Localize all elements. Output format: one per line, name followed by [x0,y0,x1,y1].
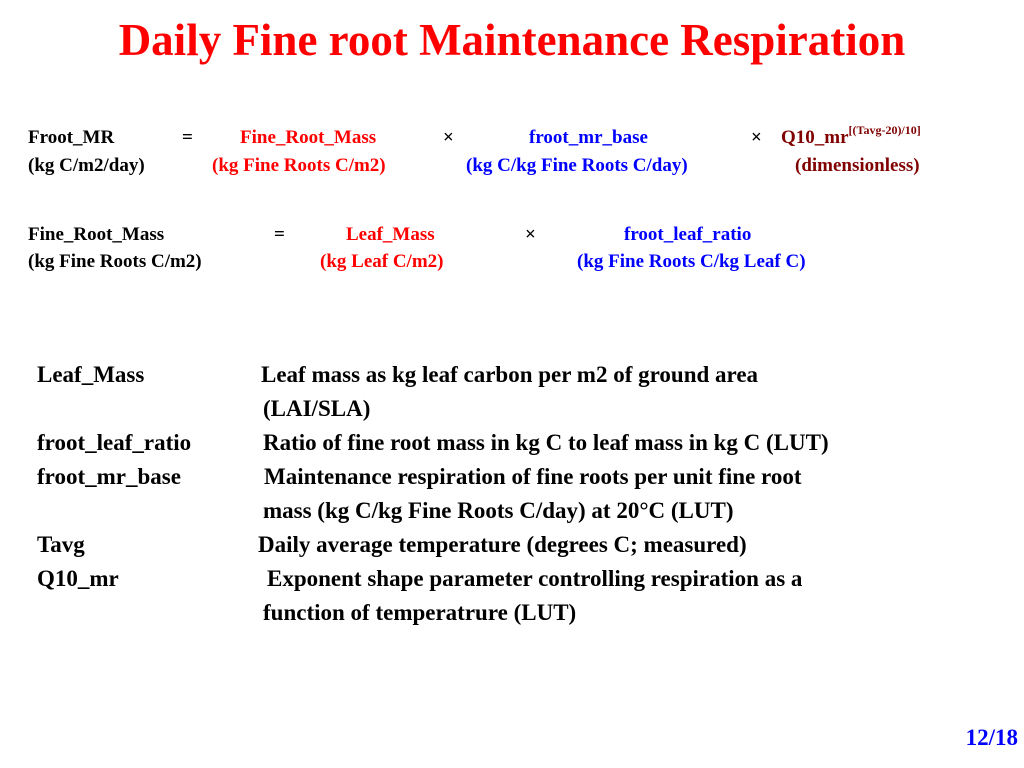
eq2-lhs: Fine_Root_Mass [28,224,165,245]
eq1-times1: × [443,127,454,148]
eq1-term1: Fine_Root_Mass [240,127,377,148]
def-text-froot-mr-base-2: mass (kg C/kg Fine Roots C/day) at 20°C (LUT) [263,498,734,523]
def-term-froot-leaf-ratio: froot_leaf_ratio [37,430,192,455]
def-text-froot-leaf-ratio: Ratio of fine root mass in kg C to leaf mass in kg C (LUT) [263,430,829,455]
eq2-unit2: (kg Fine Roots C/kg Leaf C) [577,251,806,272]
def-text-q10-mr-1: Exponent shape parameter controlling respiration as a [267,566,803,591]
eq1-unit2: (kg C/kg Fine Roots C/day) [466,155,688,176]
def-text-leaf-mass-2: (LAI/SLA) [263,396,371,421]
def-text-tavg: Daily average temperature (degrees C; measured) [258,532,747,557]
eq1-unit1: (kg Fine Roots C/m2) [212,155,386,176]
eq2-term2: froot_leaf_ratio [624,224,752,245]
eq1-term2: froot_mr_base [529,127,648,148]
eq2-unit-lhs: (kg Fine Roots C/m2) [28,251,202,272]
def-text-leaf-mass-1: Leaf mass as kg leaf carbon per m2 of ground area [261,362,759,387]
def-term-leaf-mass: Leaf_Mass [37,362,145,387]
eq1-exponent: [(Tavg-20)/10] [848,123,921,137]
eq2-equals: = [274,224,285,245]
eq1-unit3: (dimensionless) [795,155,920,176]
eq1-equals: = [182,127,193,148]
eq2-unit1: (kg Leaf C/m2) [320,251,444,272]
def-term-q10-mr: Q10_mr [37,566,119,591]
eq1-term3 [781,123,921,150]
page-number: 12/18 [965,725,1018,750]
def-term-froot-mr-base: froot_mr_base [37,464,181,489]
eq2-times1: × [525,224,536,245]
eq1-unit-lhs: (kg C/m2/day) [28,155,145,176]
eq1-times2: × [751,127,762,148]
eq2-term1: Leaf_Mass [346,224,435,245]
def-text-q10-mr-2: function of temperatrure (LUT) [263,600,577,625]
eq1-lhs: Froot_MR [28,127,115,148]
eq1-term3-base: Q10_mr [781,127,849,148]
slide-title: Daily Fine root Maintenance Respiration [118,15,906,65]
def-term-tavg: Tavg [37,532,85,557]
def-text-froot-mr-base-1: Maintenance respiration of fine roots per unit fine root [264,464,802,489]
